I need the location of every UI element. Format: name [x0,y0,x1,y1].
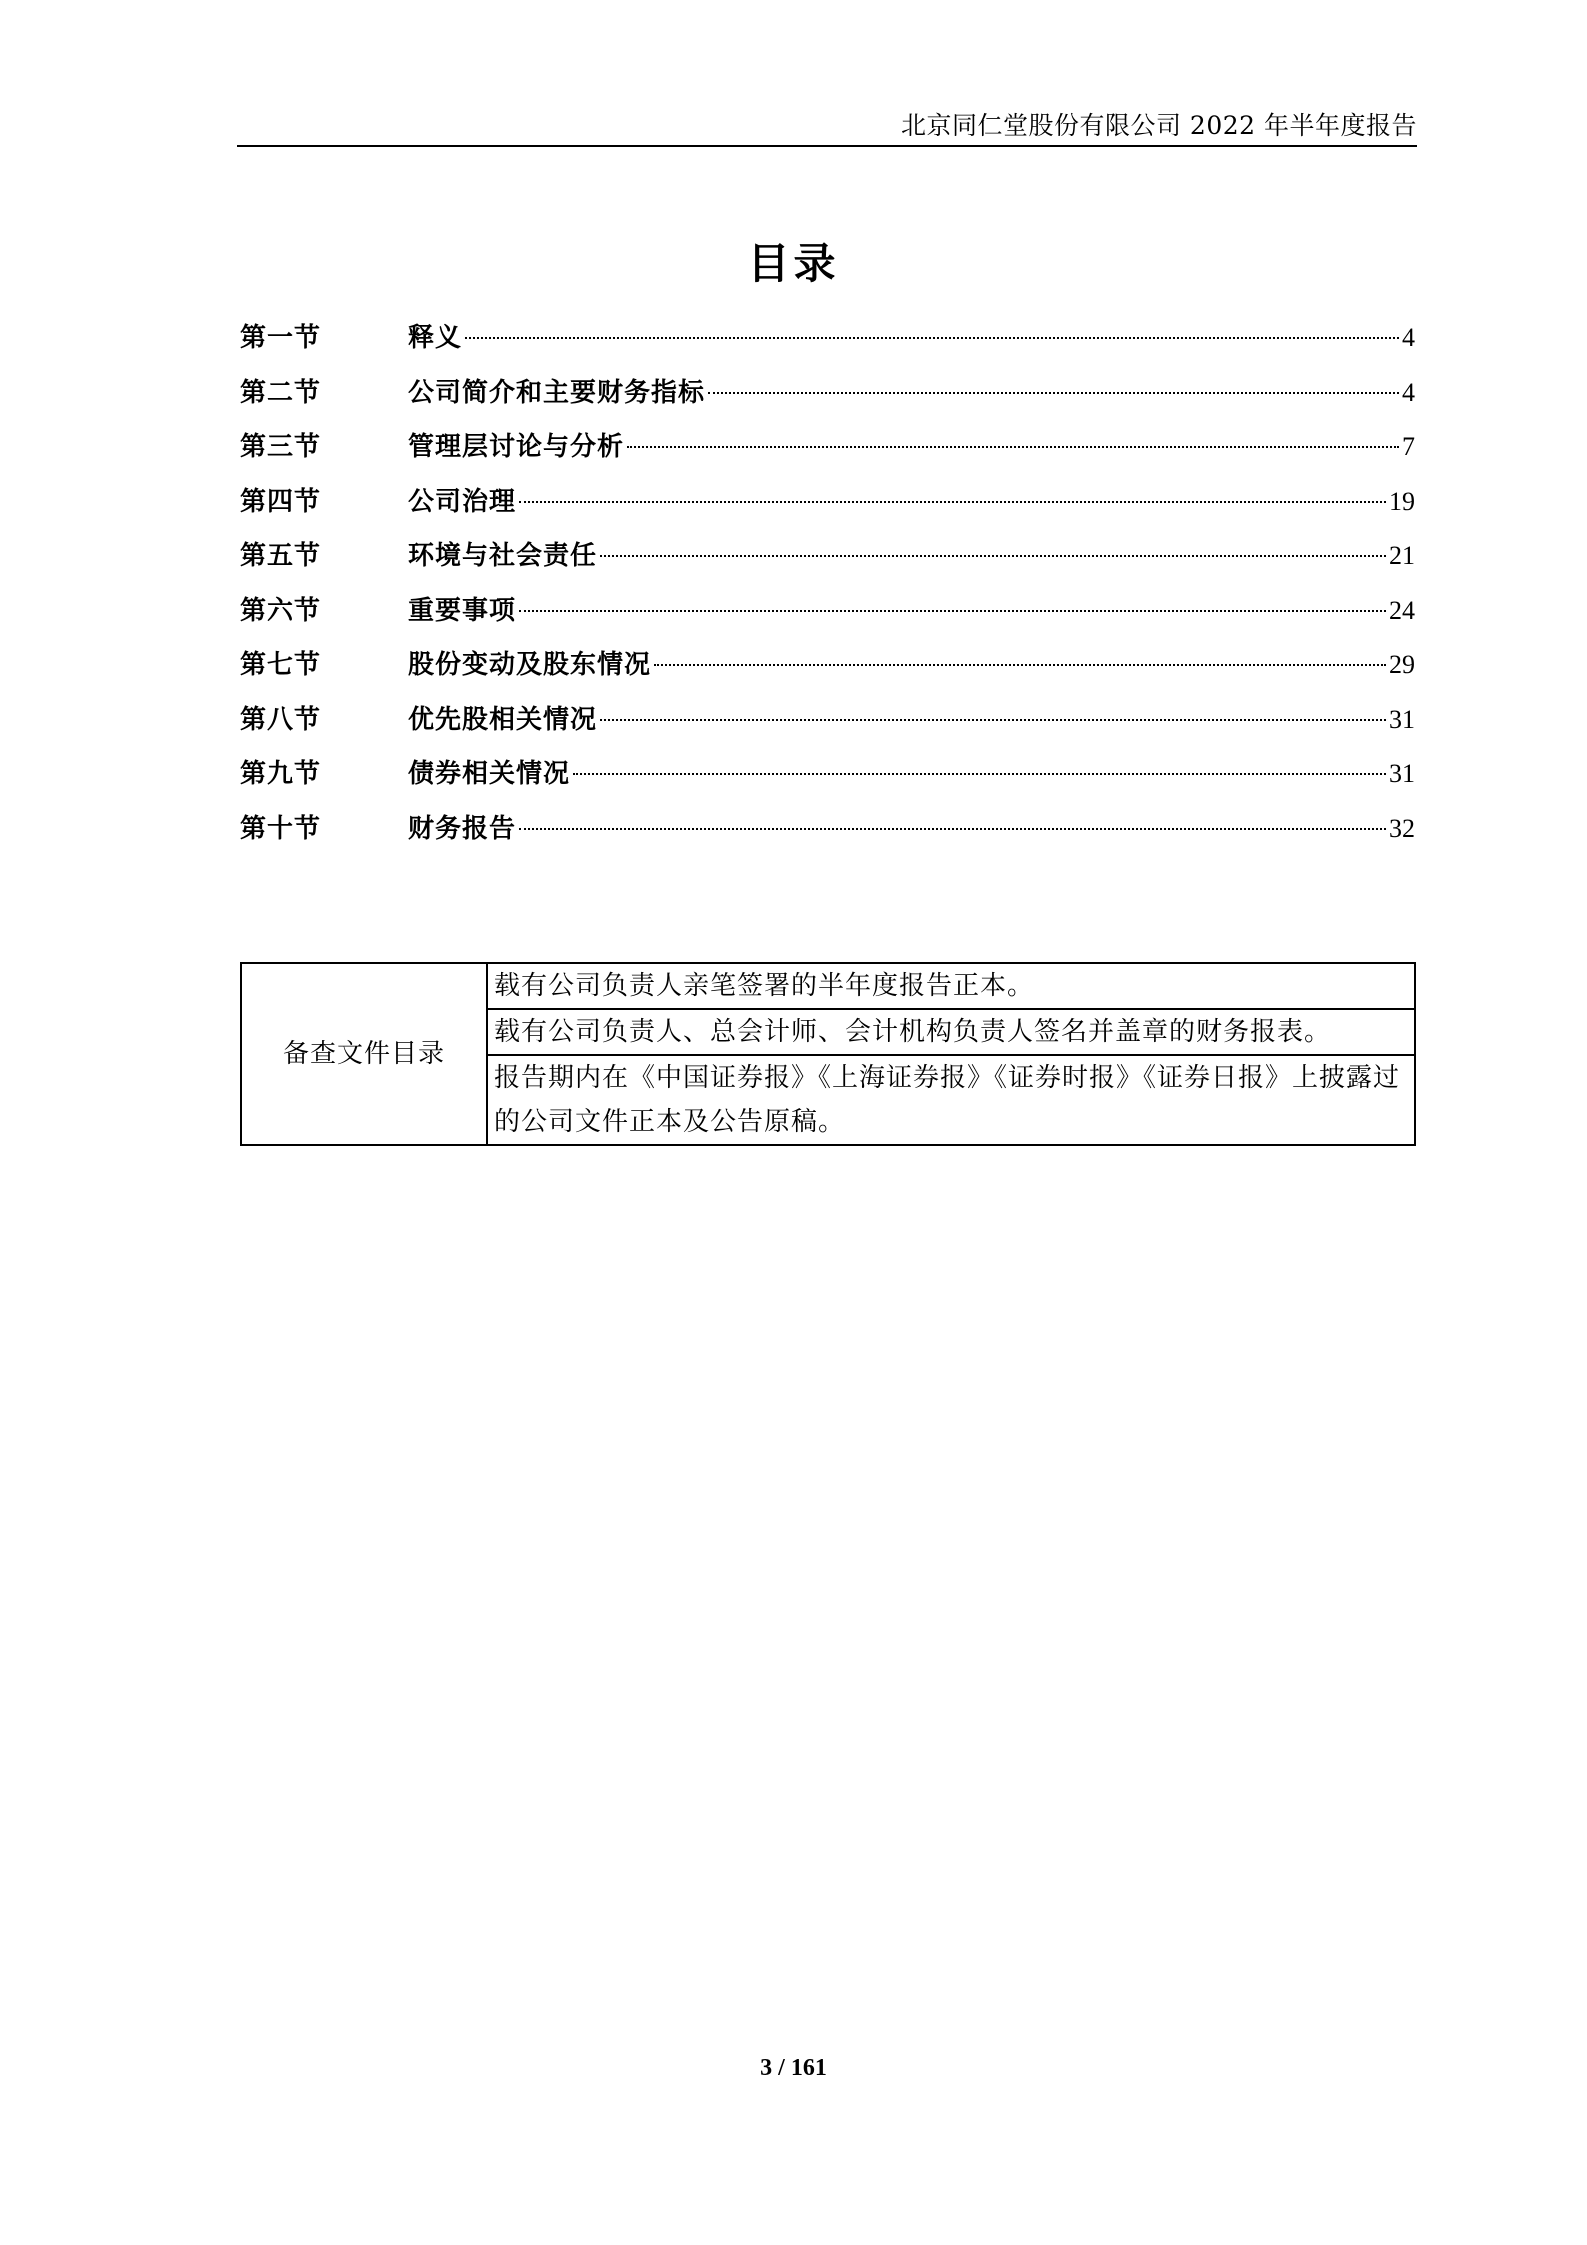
table-of-contents [240,318,1415,863]
toc-dot-leader [600,555,1386,557]
toc-section-title: 股份变动及股东情况 [408,650,652,680]
toc-entry[interactable] [240,536,1415,591]
toc-dot-leader [519,828,1386,830]
toc-dot-leader [627,446,1399,448]
toc-section-title: 公司治理 [408,486,517,517]
toc-entry[interactable] [240,427,1415,482]
toc-page-number: 24 [1389,595,1415,625]
toc-page-number: 4 [1402,323,1415,352]
toc-dot-leader [573,773,1386,775]
toc-section-title: 债券相关情况 [408,759,571,789]
toc-dot-leader [708,392,1399,394]
toc-section-number: 第五节 [240,541,322,571]
toc-dot-leader [465,337,1399,339]
toc-entry[interactable] [240,318,1415,373]
toc-section-number: 第六节 [240,595,322,626]
toc-section-title: 管理层讨论与分析 [408,432,625,462]
table-row [241,963,1415,1009]
toc-section-number: 第三节 [240,432,322,462]
reference-document-item: 报告期内在《中国证券报》《上海证券报》《证券时报》《证券日报》上披露过的公司文件正本及公告原稿。 [487,1055,1415,1145]
toc-section-number: 第十节 [240,813,322,844]
reference-documents-heading: 备查文件目录 [241,963,487,1145]
toc-entry[interactable] [240,809,1415,864]
toc-section-number: 第八节 [240,704,322,735]
toc-section-title: 环境与社会责任 [408,541,598,571]
toc-section-number: 第一节 [240,323,322,353]
header-divider [237,145,1417,147]
toc-dot-leader [600,719,1386,721]
toc-section-title: 优先股相关情况 [408,704,598,735]
toc-section-number: 第二节 [240,377,322,408]
toc-title: 目录 [747,239,840,288]
toc-page-number: 31 [1389,759,1415,788]
toc-page-number: 29 [1389,650,1415,679]
toc-section-title: 重要事项 [408,595,517,626]
toc-entry[interactable] [240,482,1415,537]
toc-section-number: 第四节 [240,486,322,517]
reference-document-item: 载有公司负责人亲笔签署的半年度报告正本。 [487,963,1415,1009]
toc-dot-leader [654,664,1386,666]
toc-entry[interactable] [240,754,1415,809]
toc-page-number: 21 [1389,541,1415,570]
toc-dot-leader [519,501,1386,503]
toc-entry[interactable] [240,591,1415,646]
toc-section-number: 第七节 [240,650,322,680]
toc-entry[interactable] [240,645,1415,700]
reference-documents-table [240,962,1416,1146]
toc-section-number: 第九节 [240,759,322,789]
toc-section-title: 释义 [408,323,463,353]
toc-entry[interactable] [240,700,1415,755]
reference-document-item: 载有公司负责人、总会计师、会计机构负责人签名并盖章的财务报表。 [487,1009,1415,1055]
toc-section-title: 公司简介和主要财务指标 [408,377,706,408]
toc-entry[interactable] [240,373,1415,428]
toc-section-title: 财务报告 [408,813,517,844]
toc-page-number: 31 [1389,704,1415,734]
toc-page-number: 7 [1402,432,1415,461]
toc-page-number: 32 [1389,813,1415,843]
toc-dot-leader [519,610,1386,612]
toc-page-number: 19 [1389,486,1415,516]
page-number: 3 / 161 [760,2055,827,2081]
toc-page-number: 4 [1402,377,1415,407]
report-header: 北京同仁堂股份有限公司 2022 年半年度报告 [900,111,1417,140]
